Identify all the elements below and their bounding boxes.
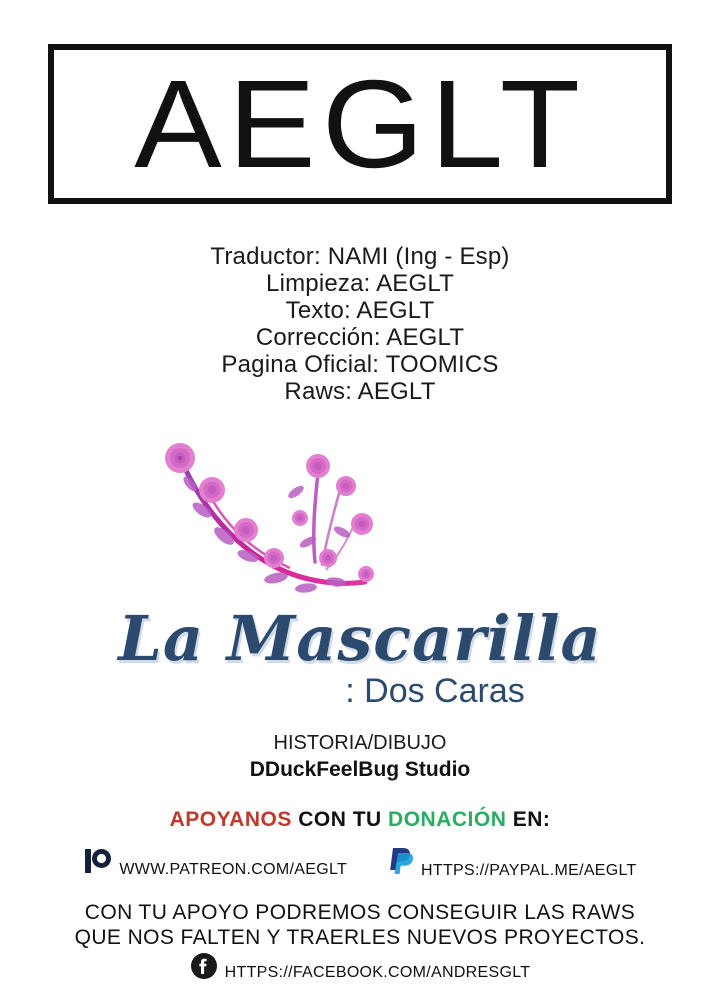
facebook-url: HTTPS://FACEBOOK.COM/ANDRESGLT [224,964,531,981]
paypal-url: HTTPS://PAYPAL.ME/AEGLT [421,862,637,879]
paypal-link[interactable] [387,845,637,882]
patreon-link[interactable] [83,846,347,881]
paypal-icon [387,845,415,882]
scanlation-logo-box [48,44,672,204]
credit-line: Raws: AEGLT [284,378,436,405]
studio-heading: HISTORIA/DIBUJO [273,732,447,754]
support-line-1: CON TU APOYO PODREMOS CONSEGUIR LAS RAWS [84,901,636,924]
donation-headline [0,808,720,832]
credit-line: Corrección: AEGLT [255,324,465,351]
donation-word-en: EN: [512,808,551,831]
donation-word-donacion: DONACIÓN [388,808,507,831]
credit-line: Limpieza: AEGLT [266,270,454,297]
patreon-url: WWW.PATREON.COM/AEGLT [119,861,348,878]
scanlation-logo-text: AEGLT [133,54,587,194]
support-message [0,900,720,950]
comic-title: La Mascarilla [118,602,602,675]
facebook-icon [190,952,218,985]
credit-line: Texto: AEGLT [285,297,435,324]
studio-name: DDuckFeelBug Studio [249,758,471,781]
credit-line: Pagina Oficial: TOOMICS [221,351,499,378]
credit-line: Traductor: NAMI (Ing - Esp) [210,243,510,270]
donation-word-contu: CON TU [298,808,382,831]
donation-links-row [0,845,720,882]
patreon-icon [83,846,113,881]
rose-vine-illustration [150,432,420,632]
facebook-link[interactable] [0,952,720,985]
donation-word-apoyanos: APOYANOS [169,808,292,831]
support-line-2: QUE NOS FALTEN Y TRAERLES NUEVOS PROYECTOS. [74,926,646,949]
credits-block [0,243,720,405]
comic-subtitle: : Dos Caras [345,672,525,710]
studio-block [0,730,720,784]
